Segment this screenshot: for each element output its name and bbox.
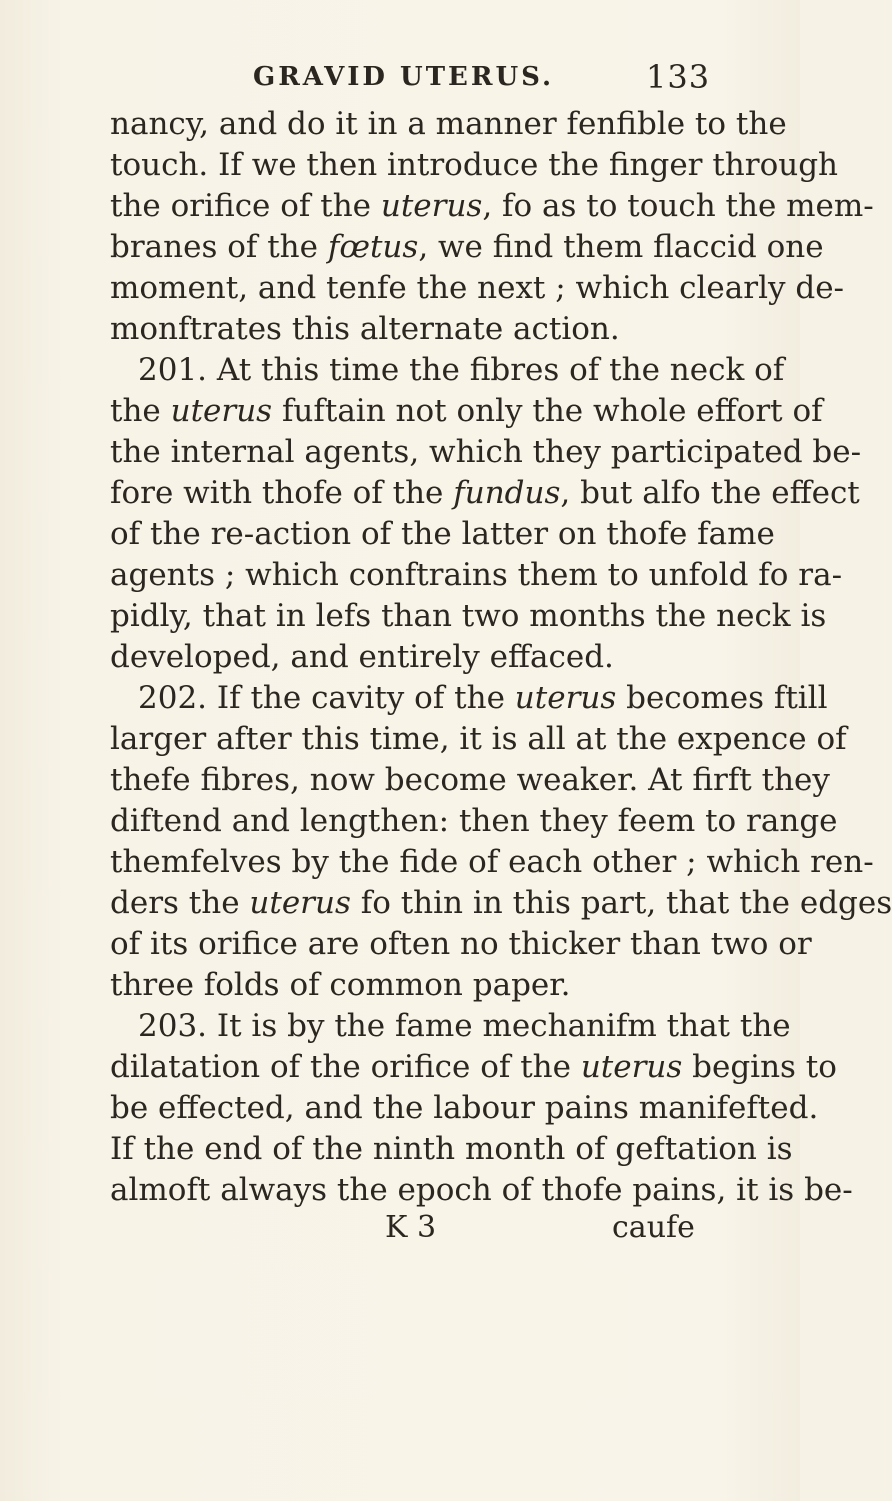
- paragraph-202-start: 202. If the cavity of the uterus becomes ftill: [138, 680, 828, 716]
- text-line: be effected, and the labour pains manifefted.: [110, 1090, 819, 1126]
- text-line: themfelves by the fide of each other ; which ren-: [110, 844, 874, 880]
- text-line: the internal agents, which they participated be-: [110, 434, 862, 470]
- text-line: nancy, and do it in a manner fenfible to the: [110, 106, 787, 142]
- page-footer: [0, 1210, 800, 1250]
- page-number: 133: [646, 58, 711, 96]
- text-line: fore with thofe of the fundus, but alfo the effect: [110, 475, 860, 511]
- text-line: dilatation of the orifice of the uterus begins to: [110, 1049, 837, 1085]
- text-line: of its orifice are often no thicker than two or: [110, 926, 812, 962]
- text-line: larger after this time, it is all at the expence of: [110, 721, 847, 757]
- text-line: almoft always the epoch of thofe pains, it is be-: [110, 1172, 853, 1208]
- text-line: touch. If we then introduce the finger through: [110, 147, 839, 183]
- catchword: caufe: [612, 1210, 695, 1245]
- text-line: three folds of common paper.: [110, 967, 571, 1003]
- signature-mark: K 3: [385, 1210, 437, 1245]
- text-line: pidly, that in lefs than two months the neck is: [110, 598, 827, 634]
- text-line: the uterus fuftain not only the whole effort of: [110, 393, 823, 429]
- text-line: of the re-action of the latter on thofe fame: [110, 516, 775, 552]
- text-line: the orifice of the uterus, fo as to touch the mem-: [110, 188, 874, 224]
- paragraph-203-start: 203. It is by the fame mechanifm that the: [138, 1008, 791, 1044]
- text-line: moment, and tenfe the next ; which clearly de-: [110, 270, 845, 306]
- text-line: agents ; which conftrains them to unfold fo ra-: [110, 557, 843, 593]
- paragraph-201-start: 201. At this time the fibres of the neck of: [138, 352, 785, 388]
- text-line: thefe fibres, now become weaker. At firft they: [110, 762, 830, 798]
- text-line: If the end of the ninth month of geftation is: [110, 1131, 793, 1167]
- text-line: diftend and lengthen: then they feem to range: [110, 803, 838, 839]
- text-line: ders the uterus fo thin in this part, that the edges: [110, 885, 892, 921]
- text-line: monftrates this alternate action.: [110, 311, 620, 347]
- running-head: GRAVID UTERUS.: [253, 62, 555, 92]
- text-line: branes of the fœtus, we find them flaccid one: [110, 229, 824, 265]
- text-line: developed, and entirely effaced.: [110, 639, 614, 675]
- page-header: [0, 56, 800, 106]
